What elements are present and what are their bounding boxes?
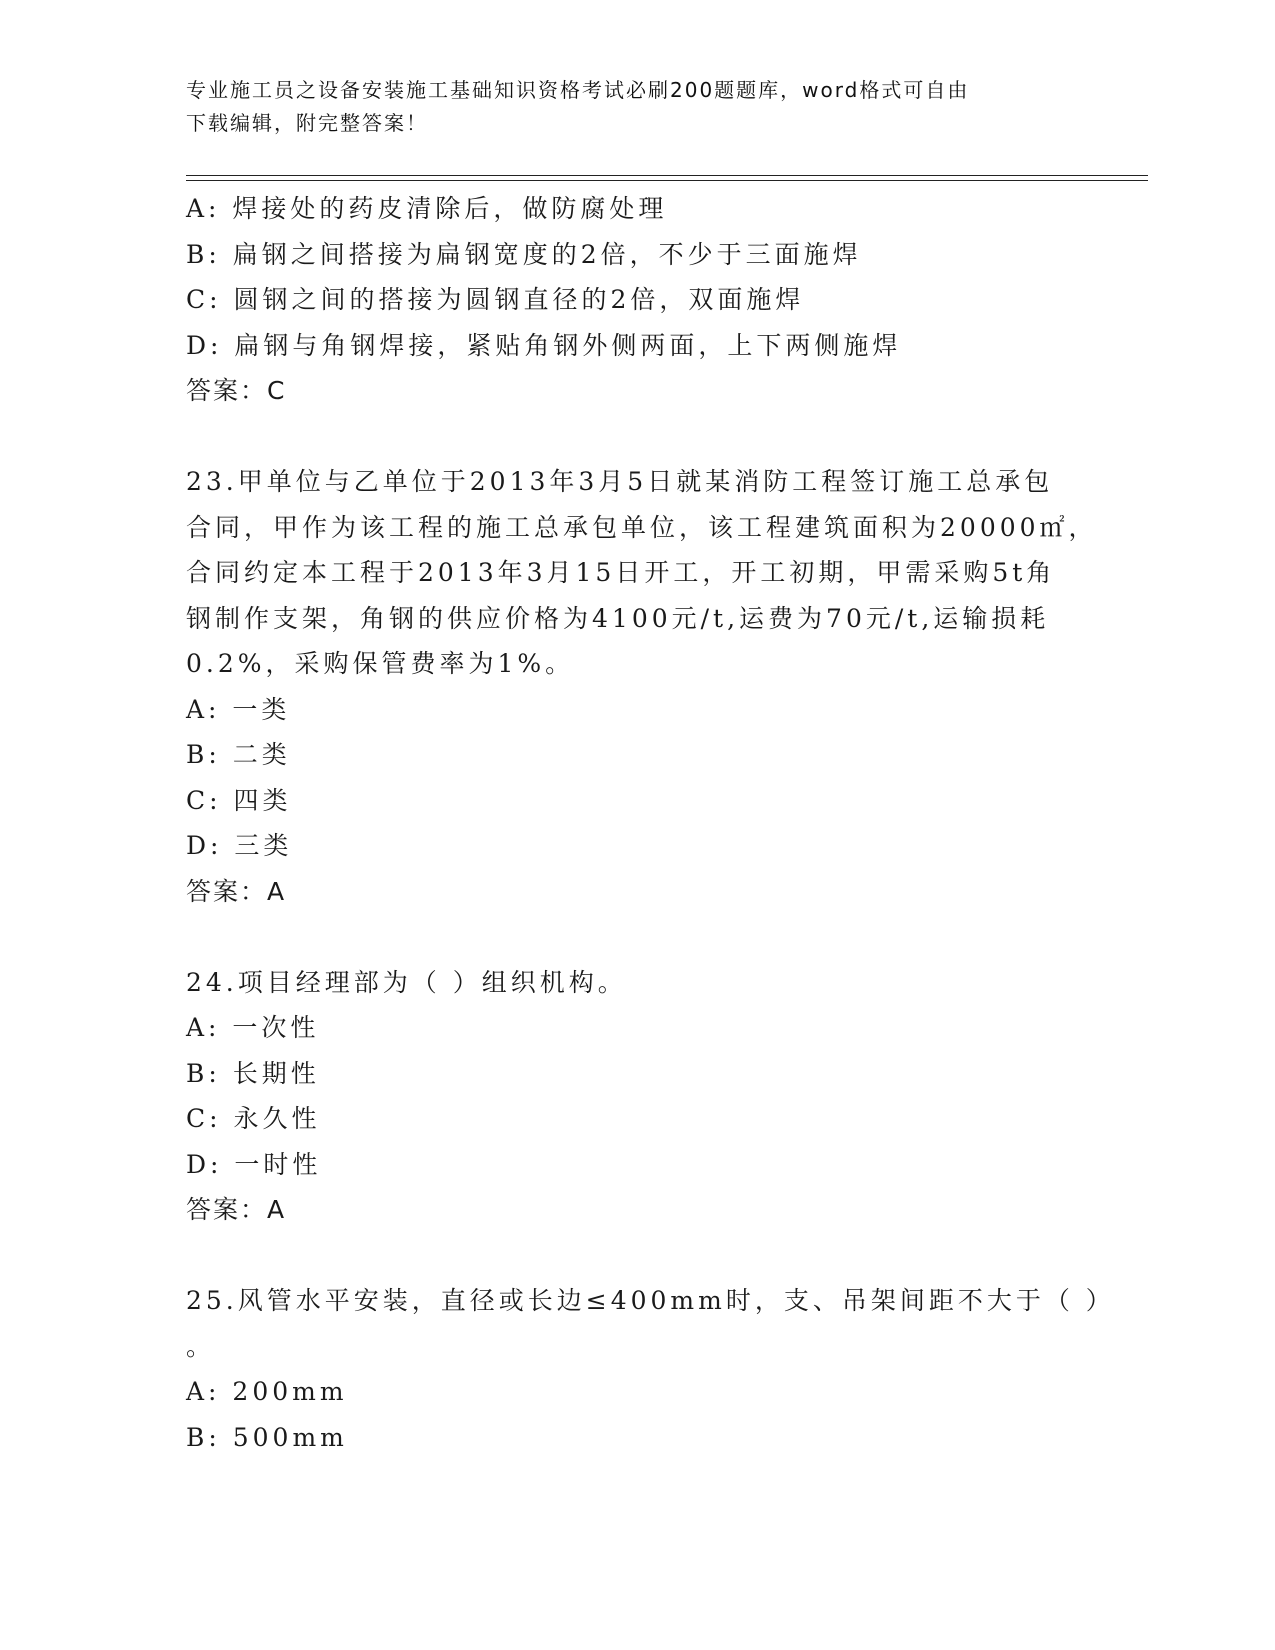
question-stem-line: 合同，甲作为该工程的施工总承包单位，该工程建筑面积为20000㎡，: [186, 512, 1098, 542]
question-stem-line: 0.2%，采购保管费率为1%。: [186, 649, 575, 678]
option-a: A: 一次性: [186, 1013, 320, 1042]
option-b: B: 500mm: [186, 1422, 348, 1452]
answer: 答案：C: [186, 376, 287, 405]
option-a: A: 焊接处的药皮清除后，做防腐处理: [186, 194, 668, 223]
option-a: A: 一类: [186, 694, 291, 724]
option-a: A: 200mm: [186, 1377, 348, 1406]
question-stem-line: 24.项目经理部为（ ）组织机构。: [186, 967, 627, 997]
option-b: B: 扁钢之间搭接为扁钢宽度的2倍，不少于三面施焊: [186, 239, 862, 269]
header-line-1: 专业施工员之设备安装施工基础知识资格考试必刷200题题库，word格式可自由: [186, 78, 970, 102]
option-d: D: 三类: [186, 831, 293, 860]
header-line-2: 下载编辑，附完整答案！: [186, 111, 428, 135]
spacer: [186, 1233, 1086, 1279]
question-23: [186, 459, 1098, 914]
question-stem-line: 25.风管水平安装，直径或长边≤400mm时，支、吊架间距不大于（ ）: [186, 1286, 1115, 1315]
question-stem-line: 。: [186, 1331, 216, 1361]
question-22: [186, 186, 1086, 414]
question-25: [186, 1278, 1115, 1460]
option-c: C: 圆钢之间的搭接为圆钢直径的2倍，双面施焊: [186, 285, 805, 314]
header-divider-bottom: [186, 180, 1148, 181]
spacer: [186, 914, 1086, 960]
question-stem-line: 23.甲单位与乙单位于2013年3月5日就某消防工程签订施工总承包: [186, 467, 1054, 496]
answer: 答案：A: [186, 1195, 287, 1224]
option-b: B: 二类: [186, 740, 291, 769]
option-d: D: 一时性: [186, 1149, 322, 1179]
header-divider-top: [186, 175, 1148, 176]
option-d: D: 扁钢与角钢焊接，紧贴角钢外侧两面，上下两侧施焊: [186, 330, 902, 360]
question-list: [186, 186, 1115, 1460]
question-24: [186, 960, 1086, 1233]
answer: 答案：A: [186, 876, 287, 906]
option-b: B: 长期性: [186, 1058, 320, 1088]
question-stem-line: 钢制作支架，角钢的供应价格为4100元/t,运费为70元/t,运输损耗: [186, 603, 1050, 633]
spacer: [186, 414, 1086, 460]
document-header: [186, 74, 1086, 140]
option-c: C: 永久性: [186, 1104, 321, 1133]
question-stem-line: 合同约定本工程于2013年3月15日开工，开工初期，甲需采购5t角: [186, 558, 1056, 587]
option-c: C: 四类: [186, 785, 292, 815]
